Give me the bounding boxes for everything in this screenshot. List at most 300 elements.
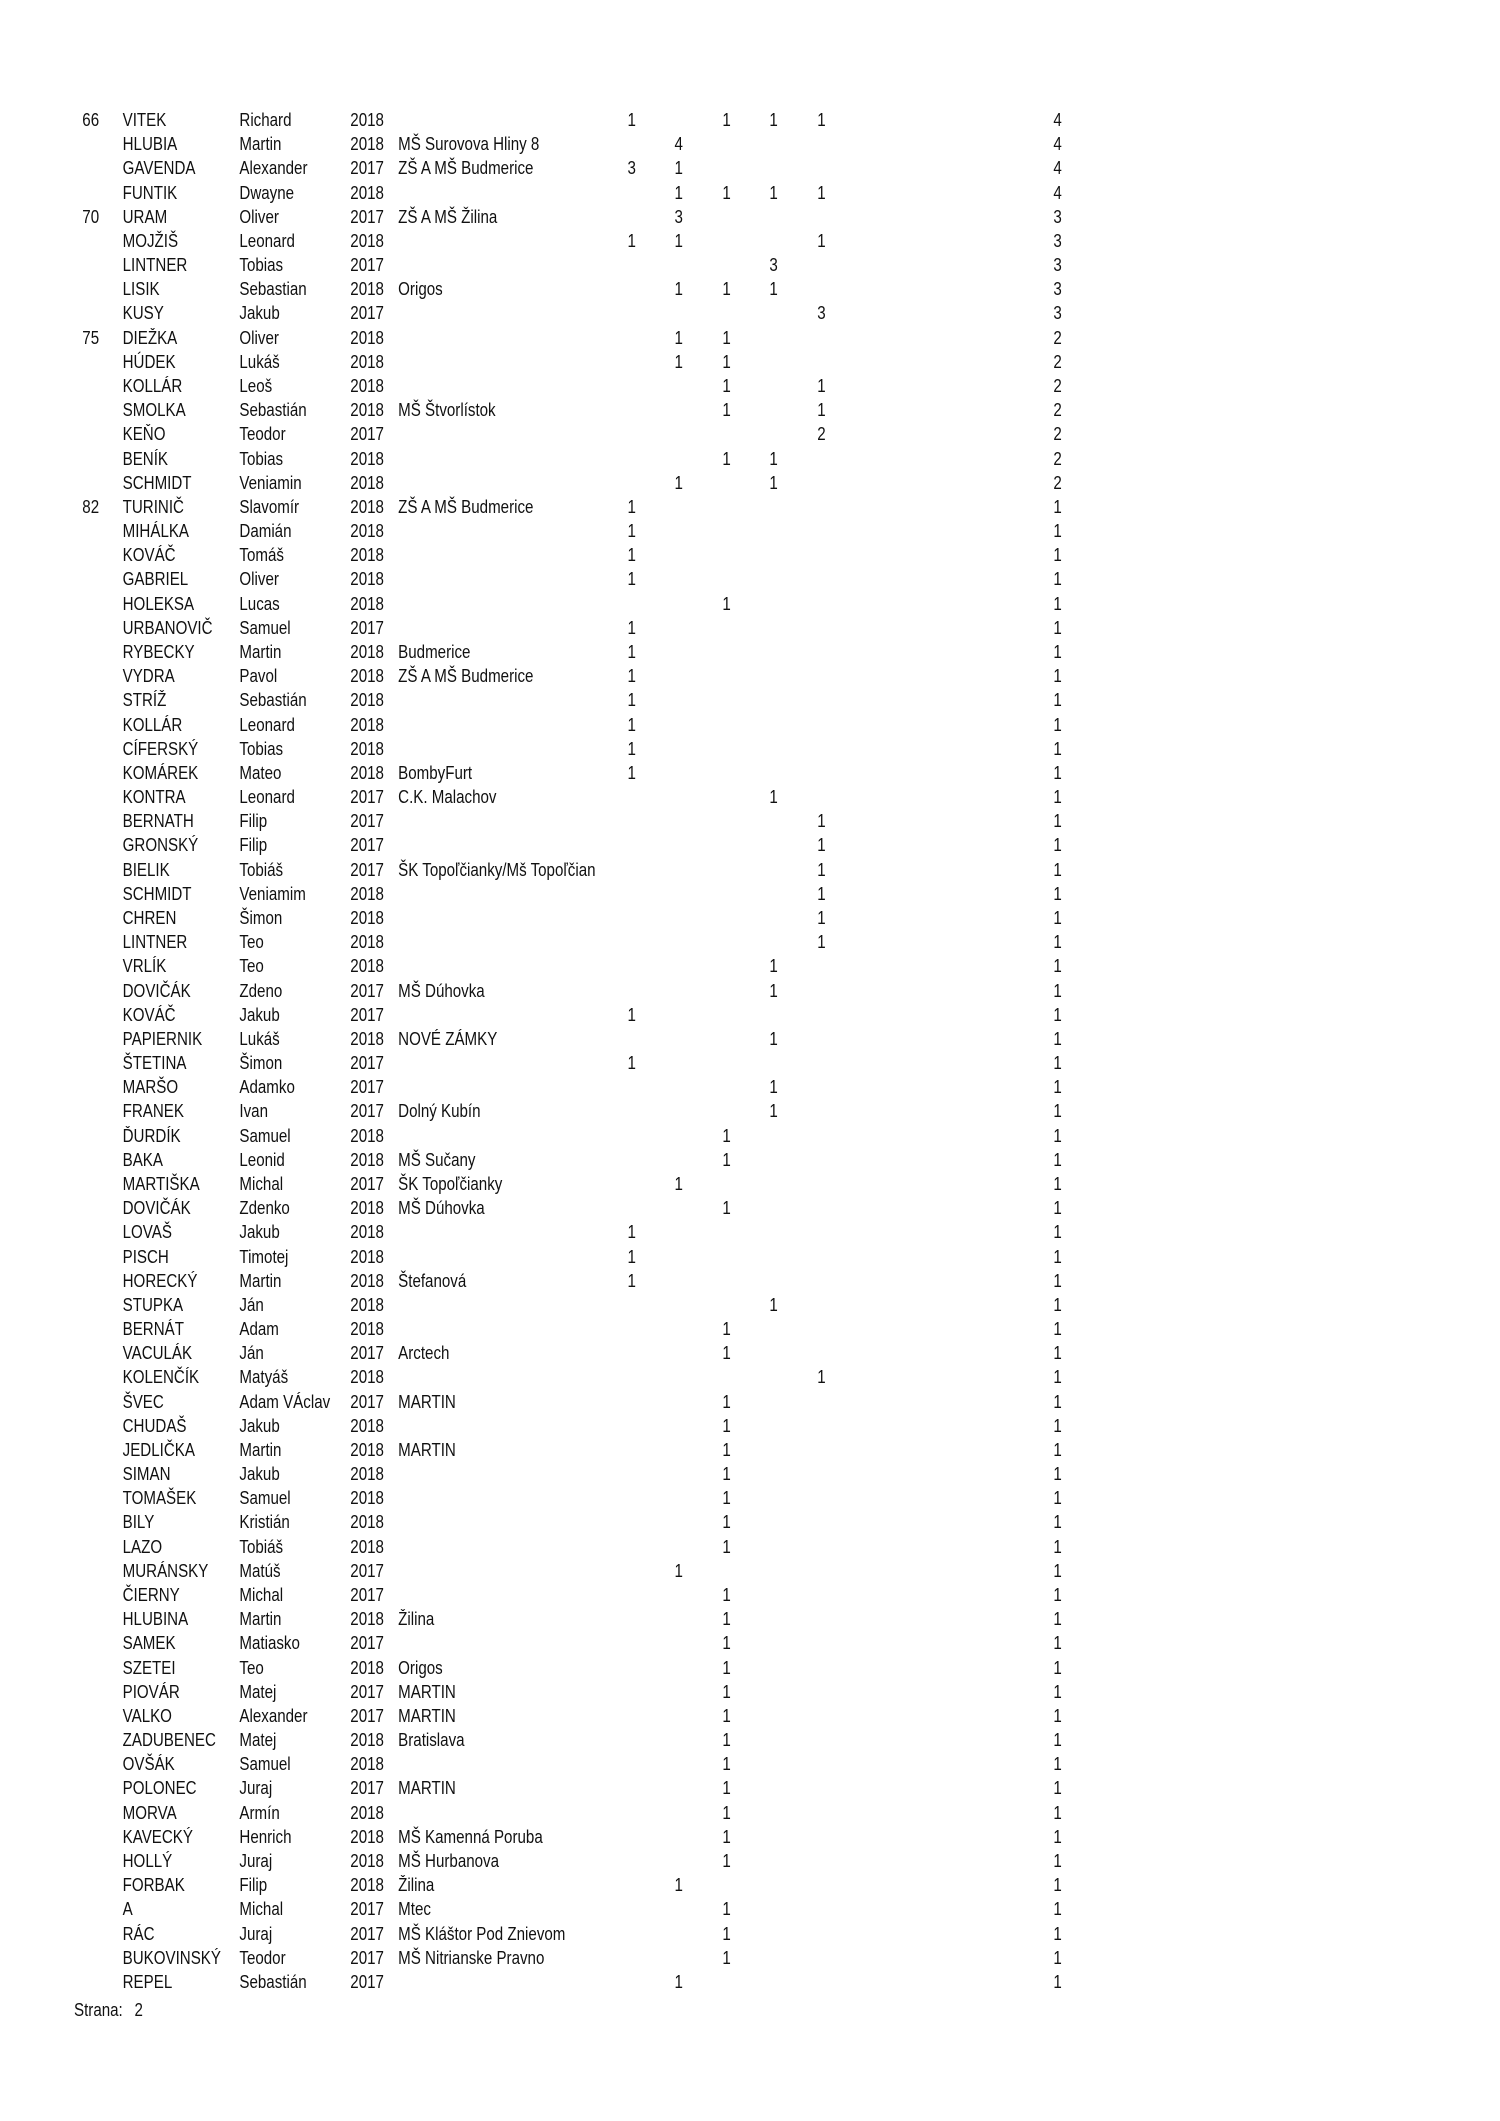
total-points-cell: 1	[1053, 1415, 1062, 1436]
round-1-points-cell: 1	[627, 110, 636, 130]
birth-year-cell: 2018	[350, 376, 384, 396]
round-1-points-cell: 1	[627, 545, 636, 566]
birth-year-cell: 2017	[350, 1899, 384, 1920]
last-name-cell: A	[122, 1899, 133, 1920]
first-name-cell: Šimon	[239, 1053, 283, 1073]
first-name-cell: Adam VÁclav	[239, 1391, 331, 1412]
birth-year-cell: 2018	[350, 545, 384, 566]
first-name-cell: Matej	[239, 1681, 277, 1702]
round-4-points-cell: 1	[769, 448, 778, 469]
last-name-cell: OVŠÁK	[122, 1754, 175, 1775]
total-points-cell: 1	[1053, 1802, 1062, 1823]
last-name-cell: STRÍŽ	[122, 690, 167, 711]
table-row	[0, 1970, 1260, 1994]
birth-year-cell: 2018	[350, 1754, 384, 1775]
birth-year-cell: 2018	[350, 762, 384, 783]
club-cell: BombyFurt	[398, 762, 473, 783]
birth-year-cell: 2017	[350, 1004, 384, 1025]
table-row	[0, 882, 1260, 906]
total-points-cell: 1	[1053, 1875, 1062, 1896]
round-4-points-cell: 1	[769, 956, 778, 977]
birth-year-cell: 2017	[350, 835, 384, 856]
first-name-cell: Filip	[239, 811, 268, 832]
last-name-cell: ĎURDÍK	[122, 1125, 181, 1146]
total-points-cell: 1	[1053, 1464, 1062, 1485]
first-name-cell: Martin	[239, 642, 282, 662]
rank-cell: 82	[82, 496, 100, 517]
round-3-points-cell: 1	[722, 327, 731, 348]
round-1-points-cell: 1	[627, 762, 636, 783]
club-cell: ZŠ A MŠ Žilina	[398, 206, 498, 227]
first-name-cell: Teo	[239, 956, 264, 977]
table-row	[0, 132, 1260, 156]
birth-year-cell: 2017	[350, 1077, 384, 1098]
last-name-cell: MOJŽIŠ	[122, 230, 179, 251]
birth-year-cell: 2018	[350, 327, 384, 348]
birth-year-cell: 2018	[350, 1125, 384, 1146]
last-name-cell: GABRIEL	[122, 569, 189, 590]
table-row	[0, 253, 1260, 277]
total-points-cell: 1	[1053, 1222, 1062, 1243]
total-points-cell: 2	[1053, 448, 1062, 469]
last-name-cell: DOVIČÁK	[122, 1198, 191, 1219]
round-3-points-cell: 1	[722, 1585, 731, 1605]
table-row	[0, 1293, 1260, 1317]
last-name-cell: BUKOVINSKÝ	[122, 1947, 221, 1968]
table-row	[0, 1269, 1260, 1293]
total-points-cell: 1	[1053, 1439, 1062, 1460]
table-row	[0, 229, 1260, 253]
table-row	[0, 1801, 1260, 1825]
birth-year-cell: 2018	[350, 1294, 384, 1315]
round-4-points-cell: 1	[769, 110, 778, 130]
table-row	[0, 1776, 1260, 1800]
birth-year-cell: 2018	[350, 110, 384, 130]
last-name-cell: KAVECKÝ	[122, 1826, 193, 1847]
table-row	[0, 1897, 1260, 1921]
birth-year-cell: 2017	[350, 617, 384, 638]
total-points-cell: 1	[1053, 883, 1062, 904]
club-cell: ZŠ A MŠ Budmerice	[398, 496, 534, 517]
last-name-cell: ŠTETINA	[122, 1053, 187, 1073]
table-row	[0, 688, 1260, 712]
total-points-cell: 1	[1053, 1681, 1062, 1702]
club-cell: Arctech	[398, 1343, 450, 1364]
first-name-cell: Juraj	[239, 1923, 273, 1944]
rank-cell: 75	[82, 327, 100, 348]
total-points-cell: 1	[1053, 521, 1062, 542]
first-name-cell: Jakub	[239, 1415, 280, 1436]
first-name-cell: Alexander	[239, 158, 308, 179]
round-4-points-cell: 1	[769, 1294, 778, 1315]
birth-year-cell: 2017	[350, 1585, 384, 1605]
first-name-cell: Michal	[239, 1585, 284, 1605]
total-points-cell: 1	[1053, 1971, 1062, 1992]
total-points-cell: 1	[1053, 835, 1062, 856]
club-cell: Dolný Kubín	[398, 1101, 481, 1122]
page-label: Strana:	[74, 2000, 123, 2020]
round-5-points-cell: 1	[817, 1367, 826, 1388]
last-name-cell: MARŠO	[122, 1077, 179, 1098]
first-name-cell: Leonard	[239, 230, 295, 251]
club-cell: NOVÉ ZÁMKY	[398, 1028, 498, 1049]
last-name-cell: FUNTIK	[122, 182, 178, 203]
table-row	[0, 1849, 1260, 1873]
club-cell: Štefanová	[398, 1270, 467, 1291]
club-cell: MARTIN	[398, 1391, 456, 1412]
birth-year-cell: 2018	[350, 351, 384, 372]
table-row	[0, 1656, 1260, 1680]
total-points-cell: 3	[1053, 279, 1062, 300]
birth-year-cell: 2017	[350, 1633, 384, 1654]
table-row	[0, 1075, 1260, 1099]
total-points-cell: 1	[1053, 932, 1062, 953]
last-name-cell: LINTNER	[122, 932, 188, 953]
table-row	[0, 277, 1260, 301]
birth-year-cell: 2017	[350, 158, 384, 179]
last-name-cell: HORECKÝ	[122, 1270, 198, 1291]
table-row	[0, 1680, 1260, 1704]
birth-year-cell: 2017	[350, 1778, 384, 1799]
total-points-cell: 1	[1053, 859, 1062, 880]
round-2-points-cell: 4	[674, 134, 683, 155]
last-name-cell: VYDRA	[122, 666, 175, 687]
table-row	[0, 108, 1260, 132]
first-name-cell: Kristián	[239, 1512, 290, 1533]
first-name-cell: Ján	[239, 1343, 264, 1364]
round-4-points-cell: 1	[769, 472, 778, 493]
last-name-cell: CHREN	[122, 907, 177, 928]
total-points-cell: 1	[1053, 1391, 1062, 1412]
table-row	[0, 1825, 1260, 1849]
last-name-cell: MIHÁLKA	[122, 521, 190, 542]
last-name-cell: VACULÁK	[122, 1343, 193, 1364]
club-cell: MARTIN	[398, 1681, 456, 1702]
birth-year-cell: 2018	[350, 134, 384, 155]
rank-cell: 66	[82, 110, 100, 130]
first-name-cell: Michal	[239, 1899, 284, 1920]
last-name-cell: MURÁNSKY	[122, 1560, 209, 1581]
birth-year-cell: 2018	[350, 1149, 384, 1170]
total-points-cell: 1	[1053, 1778, 1062, 1799]
birth-year-cell: 2018	[350, 1730, 384, 1751]
club-cell: Žilina	[398, 1875, 435, 1896]
round-3-points-cell: 1	[722, 351, 731, 372]
birth-year-cell: 2017	[350, 1560, 384, 1581]
first-name-cell: Lukáš	[239, 1028, 280, 1049]
round-5-points-cell: 1	[817, 230, 826, 251]
last-name-cell: SCHMIDT	[122, 883, 192, 904]
table-row	[0, 1438, 1260, 1462]
first-name-cell: Juraj	[239, 1778, 273, 1799]
round-3-points-cell: 1	[722, 1439, 731, 1460]
round-2-points-cell: 1	[674, 1971, 683, 1992]
table-row	[0, 1099, 1260, 1123]
birth-year-cell: 2017	[350, 1705, 384, 1726]
birth-year-cell: 2018	[350, 182, 384, 203]
total-points-cell: 1	[1053, 593, 1062, 614]
last-name-cell: VITEK	[122, 110, 167, 130]
total-points-cell: 1	[1053, 1657, 1062, 1678]
round-1-points-cell: 1	[627, 569, 636, 590]
table-row	[0, 398, 1260, 422]
last-name-cell: RÁC	[122, 1923, 155, 1944]
first-name-cell: Sebastián	[239, 1971, 307, 1992]
round-3-points-cell: 1	[722, 279, 731, 300]
last-name-cell: VRLÍK	[122, 956, 167, 977]
total-points-cell: 1	[1053, 1077, 1062, 1098]
table-row	[0, 567, 1260, 591]
first-name-cell: Slavomír	[239, 496, 300, 517]
round-3-points-cell: 1	[722, 376, 731, 396]
last-name-cell: SAMEK	[122, 1633, 176, 1654]
last-name-cell: BILY	[122, 1512, 155, 1533]
table-row	[0, 1704, 1260, 1728]
first-name-cell: Matej	[239, 1730, 277, 1751]
total-points-cell: 4	[1053, 110, 1062, 130]
total-points-cell: 3	[1053, 206, 1062, 227]
table-row	[0, 858, 1260, 882]
first-name-cell: Zdenko	[239, 1198, 290, 1219]
first-name-cell: Adam	[239, 1319, 279, 1339]
round-3-points-cell: 1	[722, 1464, 731, 1485]
last-name-cell: SZETEI	[122, 1657, 176, 1678]
last-name-cell: URAM	[122, 206, 168, 227]
total-points-cell: 1	[1053, 1633, 1062, 1654]
first-name-cell: Teo	[239, 932, 264, 953]
round-4-points-cell: 1	[769, 980, 778, 1001]
total-points-cell: 2	[1053, 424, 1062, 445]
table-row	[0, 1728, 1260, 1752]
first-name-cell: Tomáš	[239, 545, 284, 566]
total-points-cell: 1	[1053, 1488, 1062, 1509]
total-points-cell: 1	[1053, 1173, 1062, 1194]
last-name-cell: ŠVEC	[122, 1391, 164, 1412]
first-name-cell: Pavol	[239, 666, 278, 687]
total-points-cell: 4	[1053, 182, 1062, 203]
table-row	[0, 1535, 1260, 1559]
first-name-cell: Mateo	[239, 762, 282, 783]
first-name-cell: Oliver	[239, 569, 279, 590]
birth-year-cell: 2018	[350, 448, 384, 469]
last-name-cell: TURINIČ	[122, 496, 184, 517]
first-name-cell: Teo	[239, 1657, 264, 1678]
round-1-points-cell: 1	[627, 617, 636, 638]
birth-year-cell: 2018	[350, 400, 384, 421]
page-number: 2	[134, 2000, 143, 2020]
club-cell: Bratislava	[398, 1730, 465, 1751]
birth-year-cell: 2018	[350, 1851, 384, 1871]
round-4-points-cell: 1	[769, 1101, 778, 1122]
last-name-cell: FRANEK	[122, 1101, 184, 1122]
total-points-cell: 1	[1053, 1319, 1062, 1339]
last-name-cell: GAVENDA	[122, 158, 196, 179]
first-name-cell: Martin	[239, 1609, 282, 1630]
table-row	[0, 543, 1260, 567]
birth-year-cell: 2017	[350, 255, 384, 276]
last-name-cell: HLUBINA	[122, 1609, 189, 1630]
birth-year-cell: 2018	[350, 1198, 384, 1219]
first-name-cell: Matúš	[239, 1560, 281, 1581]
total-points-cell: 1	[1053, 1609, 1062, 1630]
round-2-points-cell: 1	[674, 1875, 683, 1896]
total-points-cell: 1	[1053, 1851, 1062, 1871]
round-4-points-cell: 1	[769, 1077, 778, 1098]
round-3-points-cell: 1	[722, 1633, 731, 1654]
birth-year-cell: 2018	[350, 907, 384, 928]
first-name-cell: Damián	[239, 521, 292, 542]
table-row	[0, 664, 1260, 688]
last-name-cell: KOLLÁR	[122, 376, 183, 396]
round-5-points-cell: 1	[817, 182, 826, 203]
club-cell: MŠ Dúhovka	[398, 1198, 485, 1219]
birth-year-cell: 2018	[350, 714, 384, 735]
last-name-cell: BIELIK	[122, 859, 170, 880]
club-cell: MARTIN	[398, 1778, 456, 1799]
round-5-points-cell: 3	[817, 303, 826, 324]
birth-year-cell: 2018	[350, 1875, 384, 1896]
first-name-cell: Jakub	[239, 1464, 280, 1485]
round-1-points-cell: 1	[627, 1270, 636, 1291]
first-name-cell: Armín	[239, 1802, 280, 1823]
first-name-cell: Samuel	[239, 1754, 291, 1775]
total-points-cell: 1	[1053, 1826, 1062, 1847]
total-points-cell: 1	[1053, 617, 1062, 638]
last-name-cell: HOLLÝ	[122, 1851, 173, 1871]
table-row	[0, 1607, 1260, 1631]
first-name-cell: Adamko	[239, 1077, 295, 1098]
first-name-cell: Lucas	[239, 593, 280, 614]
birth-year-cell: 2018	[350, 230, 384, 251]
last-name-cell: KOMÁREK	[122, 762, 199, 783]
table-row	[0, 1341, 1260, 1365]
total-points-cell: 1	[1053, 1899, 1062, 1920]
club-cell: Origos	[398, 279, 443, 300]
total-points-cell: 1	[1053, 1536, 1062, 1557]
table-row	[0, 447, 1260, 471]
birth-year-cell: 2018	[350, 1609, 384, 1630]
round-3-points-cell: 1	[722, 1343, 731, 1364]
last-name-cell: LINTNER	[122, 255, 188, 276]
table-row	[0, 1220, 1260, 1244]
table-row	[0, 1196, 1260, 1220]
last-name-cell: URBANOVIČ	[122, 617, 213, 638]
round-2-points-cell: 1	[674, 1560, 683, 1581]
birth-year-cell: 2017	[350, 980, 384, 1001]
round-3-points-cell: 1	[722, 448, 731, 469]
club-cell: Žilina	[398, 1609, 435, 1630]
last-name-cell: LOVAŠ	[122, 1222, 172, 1243]
first-name-cell: Leonid	[239, 1149, 285, 1170]
round-2-points-cell: 1	[674, 472, 683, 493]
birth-year-cell: 2017	[350, 1053, 384, 1073]
total-points-cell: 1	[1053, 569, 1062, 590]
total-points-cell: 1	[1053, 1705, 1062, 1726]
club-cell: MARTIN	[398, 1705, 456, 1726]
table-row	[0, 954, 1260, 978]
round-1-points-cell: 1	[627, 690, 636, 711]
table-row	[0, 737, 1260, 761]
club-cell: MŠ Nitrianske Pravno	[398, 1947, 545, 1968]
total-points-cell: 1	[1053, 1101, 1062, 1122]
total-points-cell: 3	[1053, 230, 1062, 251]
round-3-points-cell: 1	[722, 1657, 731, 1678]
birth-year-cell: 2017	[350, 1681, 384, 1702]
total-points-cell: 1	[1053, 1294, 1062, 1315]
round-5-points-cell: 1	[817, 376, 826, 396]
total-points-cell: 1	[1053, 1053, 1062, 1073]
birth-year-cell: 2018	[350, 1270, 384, 1291]
last-name-cell: BAKA	[122, 1149, 163, 1170]
total-points-cell: 2	[1053, 472, 1062, 493]
first-name-cell: Leoš	[239, 376, 273, 396]
total-points-cell: 1	[1053, 787, 1062, 807]
total-points-cell: 1	[1053, 666, 1062, 687]
table-row	[0, 1027, 1260, 1051]
table-row	[0, 1245, 1260, 1269]
round-1-points-cell: 1	[627, 738, 636, 759]
total-points-cell: 1	[1053, 1125, 1062, 1146]
round-5-points-cell: 1	[817, 932, 826, 953]
club-cell: MŠ Hurbanova	[398, 1851, 500, 1871]
round-1-points-cell: 3	[627, 158, 636, 179]
club-cell: MŠ Štvorlístok	[398, 400, 496, 421]
table-row	[0, 1317, 1260, 1341]
round-3-points-cell: 1	[722, 400, 731, 421]
birth-year-cell: 2018	[350, 1415, 384, 1436]
round-3-points-cell: 1	[722, 1778, 731, 1799]
table-row	[0, 1510, 1260, 1534]
table-row	[0, 833, 1260, 857]
total-points-cell: 1	[1053, 714, 1062, 735]
total-points-cell: 2	[1053, 400, 1062, 421]
table-row	[0, 1559, 1260, 1583]
round-3-points-cell: 1	[722, 1851, 731, 1871]
first-name-cell: Teodor	[239, 424, 286, 445]
table-row	[0, 205, 1260, 229]
first-name-cell: Teodor	[239, 1947, 286, 1968]
first-name-cell: Ján	[239, 1294, 264, 1315]
birth-year-cell: 2017	[350, 303, 384, 324]
total-points-cell: 1	[1053, 545, 1062, 566]
round-1-points-cell: 1	[627, 230, 636, 251]
last-name-cell: BENÍK	[122, 448, 169, 469]
total-points-cell: 1	[1053, 907, 1062, 928]
last-name-cell: DIEŽKA	[122, 327, 178, 348]
first-name-cell: Sebastian	[239, 279, 307, 300]
round-3-points-cell: 1	[722, 1730, 731, 1751]
birth-year-cell: 2018	[350, 1536, 384, 1557]
total-points-cell: 1	[1053, 1947, 1062, 1968]
table-row	[0, 181, 1260, 205]
club-cell: Origos	[398, 1657, 443, 1678]
birth-year-cell: 2017	[350, 811, 384, 832]
round-5-points-cell: 1	[817, 883, 826, 904]
first-name-cell: Oliver	[239, 206, 279, 227]
club-cell: ŠK Topoľčianky	[398, 1173, 503, 1194]
table-row	[0, 785, 1260, 809]
table-row	[0, 1486, 1260, 1510]
first-name-cell: Filip	[239, 1875, 268, 1896]
round-3-points-cell: 1	[722, 1681, 731, 1702]
total-points-cell: 1	[1053, 1343, 1062, 1364]
table-row	[0, 592, 1260, 616]
birth-year-cell: 2018	[350, 738, 384, 759]
round-3-points-cell: 1	[722, 1125, 731, 1146]
birth-year-cell: 2018	[350, 1246, 384, 1267]
birth-year-cell: 2018	[350, 472, 384, 493]
birth-year-cell: 2017	[350, 424, 384, 445]
